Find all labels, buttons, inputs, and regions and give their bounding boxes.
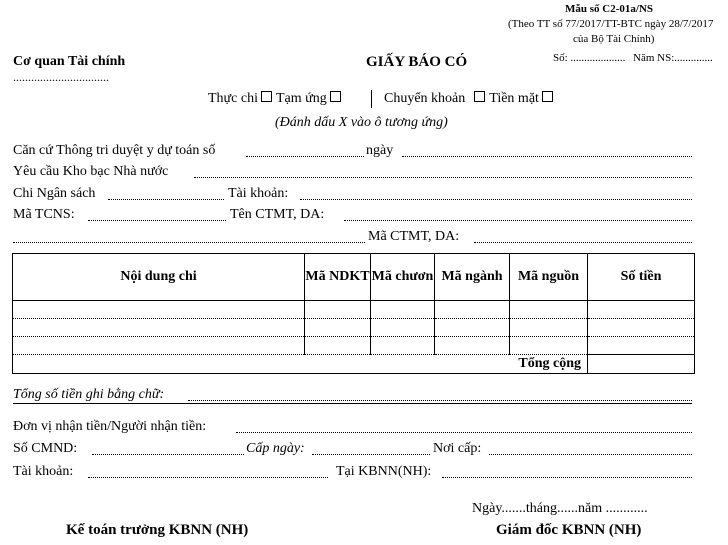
- amount-words-field[interactable]: [188, 400, 692, 401]
- instruction-text: (Đánh dấu X vào ô tương ứng): [275, 115, 448, 130]
- tai-khoan-label: Tài khoản:: [228, 186, 289, 201]
- form-title: GIẤY BÁO CÓ: [366, 54, 468, 70]
- ma-tcns-label: Mã TCNS:: [13, 207, 75, 222]
- noi-cap-label: Nơi cấp:: [433, 441, 482, 456]
- table-cell[interactable]: [371, 337, 435, 355]
- ngay-label: ngày: [366, 143, 394, 158]
- nam-ns-label: Năm NS:..............: [633, 52, 713, 64]
- date-line: Ngày.......tháng......năm ............: [472, 501, 648, 516]
- chi-ngan-sach-label: Chi Ngân sách: [13, 186, 96, 201]
- table-cell[interactable]: [371, 319, 435, 337]
- total-amount-cell[interactable]: [588, 355, 695, 374]
- option-tien-mat-checkbox[interactable]: [542, 91, 553, 102]
- table-cell[interactable]: [305, 301, 371, 319]
- tai-khoan-field[interactable]: [300, 199, 692, 200]
- header-ma-nguon: Mã nguồn: [510, 254, 588, 301]
- header-ma-ndkt: Mã NDKT: [305, 254, 371, 301]
- ten-ctmt-label: Tên CTMT, DA:: [230, 207, 325, 222]
- table-cell[interactable]: [305, 319, 371, 337]
- ten-ctmt-field[interactable]: [344, 220, 692, 221]
- can-cu-field[interactable]: [246, 156, 364, 157]
- total-label: Tổng cộng: [13, 355, 588, 374]
- option-tam-ung-checkbox[interactable]: [330, 91, 341, 102]
- header-so-tien: Số tiền: [588, 254, 695, 301]
- cap-ngay-label: Cấp ngày:: [246, 441, 305, 456]
- table-cell[interactable]: [435, 337, 510, 355]
- yeu-cau-label: Yêu cầu Kho bạc Nhà nước: [13, 164, 169, 179]
- so-label: Số: ....................: [553, 52, 626, 64]
- ctmt-continuation-field[interactable]: [13, 242, 365, 243]
- table-cell[interactable]: [510, 301, 588, 319]
- bottom-tai-khoan-field[interactable]: [88, 477, 328, 478]
- agency-dots: ................................: [13, 70, 109, 84]
- payment-type-options: [208, 91, 345, 107]
- table-header-row: [13, 254, 695, 301]
- bottom-tai-khoan-label: Tài khoản:: [13, 464, 74, 479]
- can-cu-label: Căn cứ Thông tri duyệt y dự toán số: [13, 143, 216, 158]
- options-divider: [371, 90, 372, 108]
- table-cell[interactable]: [510, 319, 588, 337]
- option-chuyen-khoan-checkbox[interactable]: [474, 91, 485, 102]
- table-cell[interactable]: [13, 319, 305, 337]
- option-thuc-chi-checkbox[interactable]: [261, 91, 272, 102]
- table-cell[interactable]: [305, 337, 371, 355]
- amount-words-underline: [13, 403, 692, 404]
- transfer-type-options: [384, 91, 557, 107]
- amount-words-label: Tổng số tiền ghi bằng chữ:: [13, 387, 165, 402]
- table-cell[interactable]: [13, 337, 305, 355]
- yeu-cau-field[interactable]: [194, 177, 692, 178]
- cap-ngay-field[interactable]: [312, 454, 430, 455]
- option-thuc-chi-label: Thực chi: [208, 91, 258, 106]
- option-chuyen-khoan-label: Chuyển khoản: [384, 91, 466, 106]
- header-ma-nganh: Mã ngành: [435, 254, 510, 301]
- table-cell[interactable]: [13, 301, 305, 319]
- table-row: [13, 319, 695, 337]
- legal-basis-line1: (Theo TT số 77/2017/TT-BTC ngày 28/7/2017: [508, 18, 714, 30]
- ngay-field[interactable]: [402, 156, 692, 157]
- table-row: [13, 337, 695, 355]
- tai-kbnn-label: Tại KBNN(NH):: [336, 464, 432, 479]
- table-cell[interactable]: [435, 319, 510, 337]
- tai-kbnn-field[interactable]: [442, 477, 692, 478]
- header-ma-chuong: Mã chươn: [371, 254, 435, 301]
- ma-ctmt-label: Mã CTMT, DA:: [368, 229, 460, 244]
- table-cell[interactable]: [371, 301, 435, 319]
- ma-tcns-field[interactable]: [88, 220, 226, 221]
- option-tien-mat-label: Tiền mặt: [489, 91, 539, 106]
- ke-toan-truong-label: Kế toán trưởng KBNN (NH): [66, 522, 249, 538]
- table-cell[interactable]: [588, 337, 695, 355]
- so-cmnd-label: Số CMND:: [13, 441, 78, 456]
- noi-cap-field[interactable]: [489, 454, 692, 455]
- legal-basis-line2: của Bộ Tài Chính): [573, 33, 655, 45]
- table-row: [13, 301, 695, 319]
- table-cell[interactable]: [588, 319, 695, 337]
- agency-label: Cơ quan Tài chính: [13, 54, 126, 69]
- so-cmnd-field[interactable]: [92, 454, 244, 455]
- header-noi-dung-chi: Nội dung chi: [13, 254, 305, 301]
- table-total-row: [13, 355, 695, 374]
- table-cell[interactable]: [510, 337, 588, 355]
- option-tam-ung-label: Tạm ứng: [275, 91, 327, 106]
- giam-doc-label: Giám đốc KBNN (NH): [496, 522, 642, 538]
- don-vi-field[interactable]: [236, 432, 692, 433]
- table-cell[interactable]: [435, 301, 510, 319]
- payment-table: [12, 253, 695, 374]
- form-code: Mẫu số C2-01a/NS: [565, 3, 654, 15]
- don-vi-label: Đơn vị nhận tiền/Người nhận tiền:: [13, 419, 207, 434]
- table-cell[interactable]: [588, 301, 695, 319]
- ma-ctmt-field[interactable]: [474, 242, 692, 243]
- chi-ngan-sach-field[interactable]: [108, 199, 224, 200]
